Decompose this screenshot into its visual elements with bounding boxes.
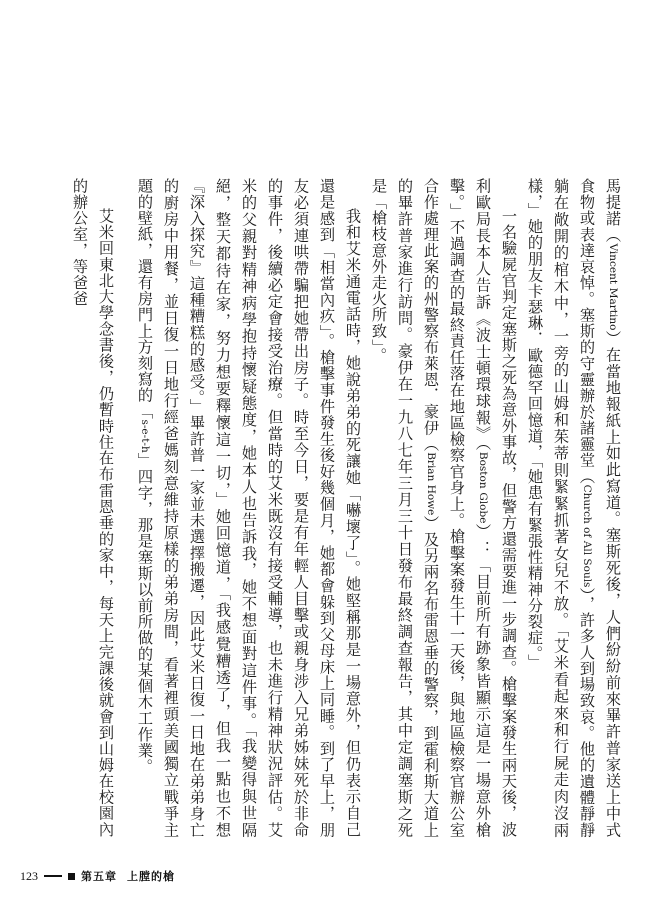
latin-term: Brian Howe bbox=[425, 452, 437, 516]
footer-dash-divider bbox=[44, 875, 62, 877]
text-run: ）及另兩名布雷恩垂的警察，到霍利斯大道上的畢許普家進行訪問。豪伊在一九八七年三月三十日發布最終調查報告，其中定調塞斯之死是「槍枝意外走火所致」。 bbox=[370, 178, 440, 838]
text-run: 」四字，那是塞斯以前所做的某個木工作業。 bbox=[136, 452, 154, 775]
vertical-text-block bbox=[71, 178, 626, 839]
paragraph bbox=[132, 178, 366, 838]
latin-term: s-e-t-h bbox=[139, 419, 151, 453]
text-run: 艾米回東北大學念書後，仍暫時住在布雷恩垂的家中，每天上完課後就會到山姆在校園內的辦公室，等爸爸 bbox=[71, 178, 115, 838]
latin-term: Church of All Souls bbox=[581, 484, 593, 588]
footer-square-icon bbox=[68, 873, 75, 880]
latin-term: Boston Globe bbox=[477, 451, 489, 524]
paragraph bbox=[366, 178, 522, 838]
text-run: 我和艾米通電話時，她說弟弟的死讓她「嚇壞了」。她堅稱那是一場意外，但仍表示自己還是感到「相當內疚」。槍擊事件發生後好幾個月，她都會躲到父母床上同睡。到了早上，朋友必須連哄帶騙把她帶出房子。時至今日，要是有年輕人目擊或親身涉入兄弟姊妹死於非命的事件，後續必定會接受治療。但當時的艾米既沒有接受輔導，也未進行精神狀況評估。艾米的父親對精神病學抱持懷疑態度，她本人也告訴我，她不想面對這件事。「我變得與世隔絕，整天都待在家，努力想要釋懷這一切，」她回憶道，「我感覺糟透了，但我一點也不想『深入探究』這種糟糕的感受。」畢許普一家並未選擇搬遷，因此艾米日復一日地在弟弟身亡的廚房中用餐，並日復一日地行經爸媽刻意維持原樣的弟弟房間，看著裡頭美國獨立戰爭主題的壁紙，還有房門上方刻寫的「 bbox=[136, 178, 362, 838]
text-run: ）：「目前所有跡象皆顯示這是一場意外槍擊。」不過調查的最終責任落在地區檢察官身上。槍擊案發生十一天後，與地區檢察官辦公室合作處理此案的州警察布萊恩．豪伊（ bbox=[422, 178, 492, 838]
paragraph bbox=[522, 178, 626, 838]
latin-term: Vincent Martino bbox=[607, 243, 619, 331]
page-number: 123 bbox=[20, 868, 38, 883]
chapter-label: 第五章 bbox=[81, 870, 117, 883]
text-run: ），許多人到場致哀。他的遺體靜靜躺在敞開的棺木中，一旁的山姆和茱蒂則緊緊抓著女兒不放。「艾米看起來和行屍走肉沒兩樣，」她的朋友卡瑟琳．歐德罕回憶道，「她患有緊張性精神分裂症。」 bbox=[526, 178, 596, 839]
text-run: 一名驗屍官判定塞斯之死為意外事故，但警方還需要進一步調查。槍擊案發生兩天後，波利歐局長本人告訴《波士頓環球報》（ bbox=[474, 178, 518, 838]
paragraph bbox=[67, 178, 119, 838]
text-run: 馬提諾（ bbox=[604, 178, 622, 244]
text-run: ）在當地報紙上如此寫道。塞斯死後，人們紛紛前來畢許普家送上中式食物或表達哀悼。塞斯的守靈辦於諸靈堂（ bbox=[578, 178, 622, 838]
chapter-title: 上膛的槍 bbox=[127, 870, 175, 883]
page-footer bbox=[20, 866, 175, 886]
